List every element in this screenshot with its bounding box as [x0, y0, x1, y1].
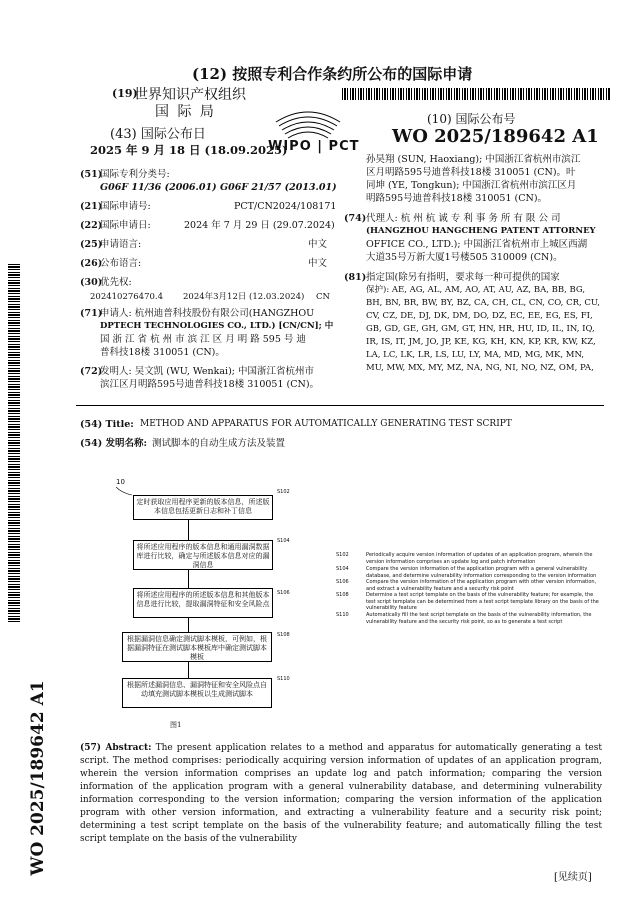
arrow-3 — [188, 618, 189, 632]
separator-line — [76, 405, 604, 406]
f25-val: 中文 — [308, 239, 328, 250]
abstract — [80, 742, 602, 846]
abstract-label: (57) Abstract: — [80, 743, 152, 753]
f71-line4: 普科技18楼 310051 (CN)。 — [100, 347, 225, 358]
f26-val: 中文 — [308, 258, 328, 269]
inventors-line4: 明路595号迪普科技18楼 310051 (CN)。 — [366, 193, 548, 204]
f51-val2: G06F 21/57 (2013.01) — [220, 182, 337, 193]
pub-no: WO 2025/189642 A1 — [392, 126, 599, 147]
f30-label: 优先权: — [100, 277, 132, 288]
f81-line8: MU, MW, MX, MY, MZ, NA, NG, NI, NO, NZ, OM, PA, — [366, 363, 594, 373]
f30-cc: CN — [316, 292, 330, 302]
side-publication-number: WO 2025/189642 A1 — [28, 680, 48, 876]
f71-line1: 申请人: 杭州迪普科技股份有限公司(HANGZHOU — [100, 308, 315, 319]
step-box-s102: 定时获取应用程序更新的版本信息，所述版本信息包括更新日志和补丁信息 — [133, 495, 273, 520]
step-box-s106: 将所述应用程序的所述版本信息和其他版本信息进行比较，提取漏洞特征和安全风险点 — [133, 588, 273, 618]
pub-no-label: (10) 国际公布号 — [427, 112, 516, 126]
step-label-s104: S104 — [277, 538, 290, 544]
inventors-line3: 同坤 (YE, Tongkun); 中国浙江省杭州市滨江区月 — [366, 180, 577, 191]
org-name: 世界知识产权组织 — [134, 87, 246, 103]
f26-label: 公布语言: — [100, 258, 142, 269]
f74-line2: (HANGZHOU HANGCHENG PATENT ATTORNEY — [366, 226, 596, 236]
f51-code: (51) — [80, 169, 103, 180]
f74-line1: 代理人: 杭 州 杭 诚 专 利 事 务 所 有 限 公 司 — [366, 213, 561, 224]
f74-code: (74) — [344, 213, 367, 224]
f51-val1: G06F 11/36 (2006.01) — [100, 182, 217, 193]
barcode-left — [8, 262, 20, 622]
f81-line3: BH, BN, BR, BW, BY, BZ, CA, CH, CL, CN, CO, CR, CU, — [366, 298, 600, 308]
step-box-s104: 将所述应用程序的版本信息和通用漏洞数据库进行比较，确定与所述版本信息对应的漏洞信息 — [133, 540, 273, 570]
wipo-logo — [268, 104, 368, 154]
legend-key-s110: S110 — [336, 612, 349, 618]
f81-line4: CV, CZ, DE, DJ, DK, DM, DO, DZ, EC, EE, EG, ES, FI, — [366, 311, 593, 321]
f81-line6: IR, IS, IT, JM, JO, JP, KE, KG, KH, KN, KP, KR, KW, KZ, — [366, 337, 596, 347]
f21-label: 国际申请号: — [100, 201, 151, 212]
f26-code: (26) — [80, 258, 103, 269]
org-sub: 国 际 局 — [155, 104, 216, 120]
f81-code: (81) — [344, 272, 367, 283]
legend-s104 — [336, 566, 601, 579]
f30-date: 2024年3月12日 (12.03.2024) — [183, 292, 305, 302]
figure-ref: 10 — [116, 478, 125, 486]
legend-text-s102: Periodically acquire version information of updates of an application program, wherein the version information comprises an update log and patch information — [366, 552, 593, 565]
step-label-s106: S106 — [277, 590, 290, 596]
f81-line2: 保护): AE, AG, AL, AM, AO, AT, AU, AZ, BA, BB, BG, — [366, 285, 586, 295]
legend-key-s106: S106 — [336, 579, 349, 585]
f72-code: (72) — [80, 366, 103, 377]
legend-s110 — [336, 612, 601, 625]
f21-val: PCT/CN2024/108171 — [234, 201, 337, 212]
step-label-s110: S110 — [277, 676, 290, 682]
pub-date: 2025 年 9 月 18 日 (18.09.2025) — [90, 143, 288, 157]
f22-code: (22) — [80, 220, 103, 231]
inventors-line2: 区月明路595号迪普科技18楼 310051 (CN)。叶 — [366, 167, 576, 178]
f72-line2: 滨江区月明路595号迪普科技18楼 310051 (CN)。 — [100, 379, 320, 390]
f74-line4: 大道35号万新大厦1号楼505 310009 (CN)。 — [366, 252, 563, 263]
f21-code: (21) — [80, 201, 103, 212]
arrow-2 — [188, 570, 189, 588]
f81-line1: 指定国(除另有指明，要求每一种可提供的国家 — [366, 272, 560, 283]
title-en: METHOD AND APPARATUS FOR AUTOMATICALLY GENERATING TEST SCRIPT — [140, 419, 512, 429]
wipo-text: WIPO | PCT — [268, 139, 360, 154]
barcode-top — [342, 88, 610, 100]
f30-code: (30) — [80, 277, 103, 288]
arrow-1 — [188, 520, 189, 540]
f51-label: 国际专利分类号: — [100, 169, 170, 180]
continued-note: [见续页] — [554, 872, 592, 883]
legend-text-s108: Determine a test script template on the basis of the vulnerability feature; for example, the test script template can be determined from a test script template library on the basis of the vulnerability feature — [366, 592, 599, 611]
legend-s106 — [336, 579, 601, 592]
f22-val: 2024 年 7 月 29 日 (29.07.2024) — [184, 220, 335, 231]
legend-key-s108: S108 — [336, 592, 349, 598]
step-label-s102: S102 — [277, 489, 290, 495]
title-code-en: (54) Title: — [80, 419, 134, 430]
title-code-zh: (54) 发明名称: — [80, 438, 148, 449]
legend-text-s110: Automatically fill the test script template on the basis of the vulnerability information, the vulnerability feature and the security risk point, so as to generate a test script — [366, 612, 592, 625]
f71-code: (71) — [80, 308, 103, 319]
figure-caption: 图1 — [170, 721, 182, 729]
f25-code: (25) — [80, 239, 103, 250]
org-code: (19) — [112, 87, 138, 100]
legend-s102 — [336, 552, 601, 565]
title-zh: 测试脚本的自动生成方法及装置 — [152, 438, 286, 449]
f22-label: 国际申请日: — [100, 220, 151, 231]
legend-key-s104: S104 — [336, 566, 349, 572]
f81-line7: LA, LC, LK, LR, LS, LU, LY, MA, MD, MG, MK, MN, — [366, 350, 585, 360]
f71-line2: DPTECH TECHNOLOGIES CO., LTD.) [CN/CN]; 中 — [100, 321, 334, 331]
legend-key-s102: S102 — [336, 552, 349, 558]
pub-date-label: (43) 国际公布日 — [110, 127, 206, 142]
document-type: (12) 按照专利合作条约所公布的国际申请 — [192, 65, 473, 83]
f74-line3: OFFICE CO., LTD.); 中国浙江省杭州市上城区西湖 — [366, 239, 588, 250]
step-box-s108: 根据漏洞信息确定测试脚本模板，可例如，根据漏洞特征在测试脚本模板库中确定测试脚本模板 — [122, 632, 272, 662]
f72-line1: 发明人: 吴文凯 (WU, Wenkai); 中国浙江省杭州市 — [100, 366, 315, 377]
f81-line5: GB, GD, GE, GH, GM, GT, HN, HR, HU, ID, IL, IN, IQ, — [366, 324, 595, 334]
step-label-s108: S108 — [277, 632, 290, 638]
legend-s108 — [336, 592, 601, 612]
legend-text-s106: Compare the version information of the application program with other version information, and extract a vulnerability feature and a security risk point — [366, 579, 597, 592]
f25-label: 申请语言: — [100, 239, 142, 250]
figure-ref-leader — [114, 485, 134, 497]
inventors-line1: 孙昊翔 (SUN, Haoxiang); 中国浙江省杭州市滨江 — [366, 154, 581, 165]
f71-line3: 国 浙 江 省 杭 州 市 滨 江 区 月 明 路 595 号 迪 — [100, 334, 306, 345]
step-box-s110: 根据所述漏洞信息、漏洞特征和安全风险点自动填充测试脚本模板以生成测试脚本 — [122, 678, 272, 708]
arrow-4 — [188, 662, 189, 678]
legend-text-s104: Compare the version information of the application program with a general vulnerability database, and determine vulnerability information corresponding to the version information — [366, 566, 597, 579]
f30-no: 202410276470.4 — [90, 292, 164, 302]
abstract-text: The present application relates to a method and apparatus for automatically generating a test script. The method comprises: periodically acquiring version information of updates of an application program, wherein the version information comprises an update log and patch information; comparing the version information of the application program with a general vulnerability database, and determining vulnerability information corresponding to the version information; comparing the version information of the application program with other version information, and extracting a vulnerability feature and a security risk point; determining a test script template on the basis of the vulnerability feature; and automatically filling the test script template on the basis of the vulnerability — [80, 743, 602, 844]
